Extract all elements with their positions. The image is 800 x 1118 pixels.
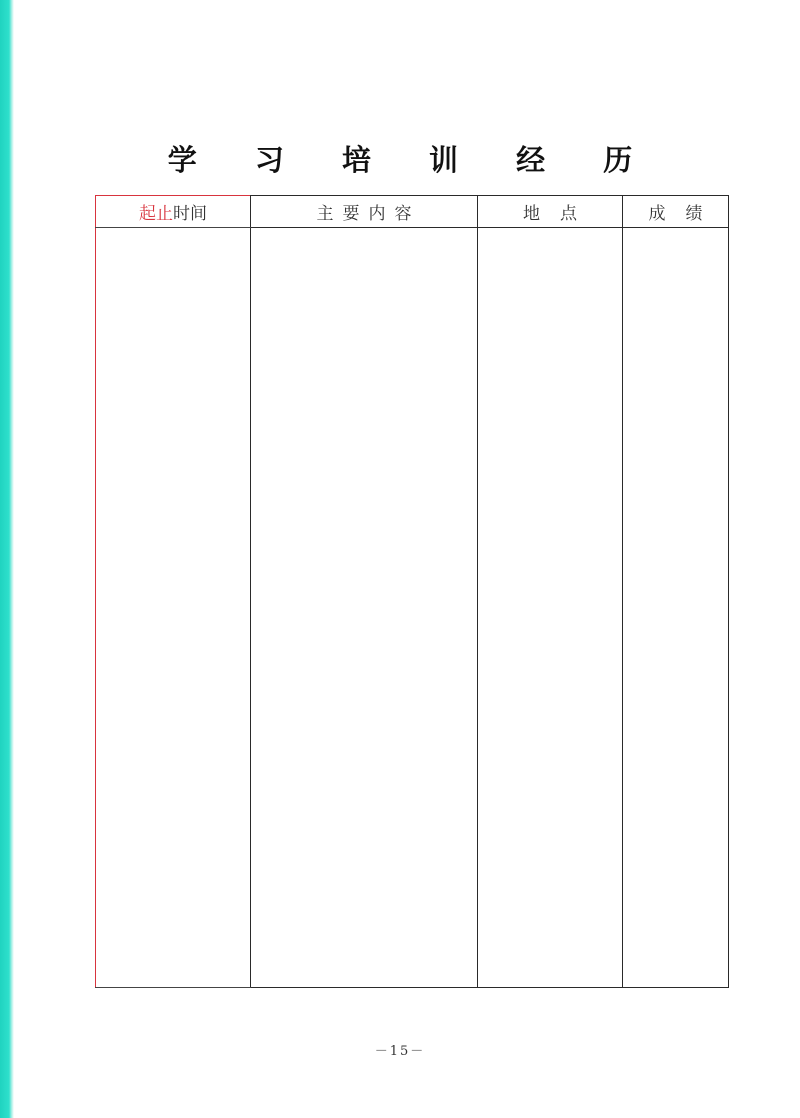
header-result-label: 成绩: [648, 204, 723, 224]
training-history-table: [95, 195, 729, 988]
header-time-rest: 时间: [173, 204, 207, 224]
header-time-red: 起止: [139, 204, 173, 224]
header-content: [251, 196, 478, 228]
header-location: [478, 196, 623, 228]
header-content-label: 主要内容: [316, 204, 421, 224]
cell-content[interactable]: [251, 228, 478, 988]
header-location-label: 地点: [523, 204, 597, 224]
page-title: 学 习 培 训 经 历: [167, 143, 657, 177]
table-row: [96, 228, 729, 988]
cell-result[interactable]: [623, 228, 729, 988]
header-time: [96, 196, 251, 228]
header-result: [623, 196, 729, 228]
cell-time[interactable]: [96, 228, 251, 988]
cell-location[interactable]: [478, 228, 623, 988]
page-number: －15－: [374, 1044, 426, 1059]
table-header-row: [96, 196, 729, 228]
